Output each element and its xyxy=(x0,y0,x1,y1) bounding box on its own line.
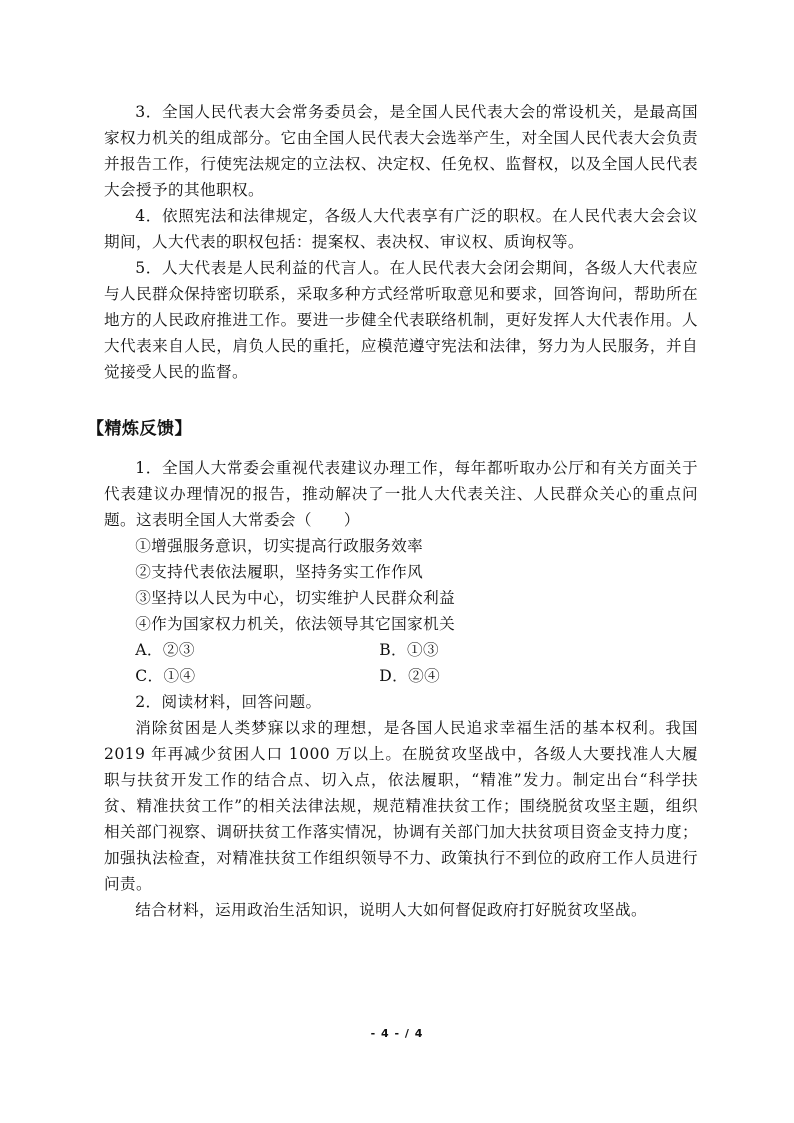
question-2-stem: 2．阅读材料，回答问题。 xyxy=(135,693,322,711)
choice-b: B．①③ xyxy=(379,641,440,659)
statement-3: ③坚持以人民为中心，切实维护人民群众利益 xyxy=(135,589,456,607)
statement-1: ①增强服务意识，切实提高行政服务效率 xyxy=(135,537,424,555)
page-number: - 4 - / 4 xyxy=(370,1027,424,1040)
document-body xyxy=(87,99,698,923)
question-2-material: 消除贫困是人类梦寐以求的理想，是各国人民追求幸福生活的基本权利。我国 2019 年再减少贫困人口 1000 万以上。在脱贫攻坚战中，各级人大要找准人大履职与扶贫开发工作的结合点、切入点，依法履职，“精准”发力。制定出台“科学扶贫、精准扶贫工作”的相关法律法规，规范精准扶贫工作；围绕脱贫攻坚主题，组织相关部门视察、调研扶贫工作落实情况，协调有关部门加大扶贫项目资金支持力度；加强执法检查，对精准扶贫工作组织领导不力、政策执行不到位的政府工作人员进行问责。 xyxy=(104,719,698,893)
question-2-prompt: 结合材料，运用政治生活知识，说明人大如何督促政府打好脱贫攻坚战。 xyxy=(135,901,647,919)
question-1-stem: 1．全国人大常委会重视代表建议办理工作，每年都听取办公厅和有关方面关于代表建议办理情况的报告，推动解决了一批人大代表关注、人民群众关心的重点问题。这表明全国人大常委会（ ） xyxy=(104,459,698,529)
question-1 xyxy=(104,455,698,689)
knowledge-point-3: 3．全国人民代表大会常务委员会，是全国人民代表大会的常设机关，是最高国家权力机关的组成部分。它由全国人民代表大会选举产生，对全国人民代表大会负责并报告工作，行使宪法规定的立法权、决定权、任免权、监督权，以及全国人民代表大会授予的其他职权。 xyxy=(104,103,698,199)
choice-c: C．①④ xyxy=(135,667,196,685)
question-2 xyxy=(104,689,698,923)
choice-row-ab xyxy=(104,637,698,663)
choice-d: D．②④ xyxy=(379,667,441,685)
knowledge-point-5: 5．人大代表是人民利益的代言人。在人民代表大会闭会期间，各级人大代表应与人民群众保持密切联系，采取多种方式经常听取意见和要求，回答询问，帮助所在地方的人民政府推进工作。要进一步健全代表联络机制，更好发挥人大代表作用。人大代表来自人民，肩负人民的重托，应模范遵守宪法和法律，努力为人民服务，并自觉接受人民的监督。 xyxy=(104,259,698,381)
choice-row-cd xyxy=(104,663,698,689)
statement-2: ②支持代表依法履职，坚持务实工作作风 xyxy=(135,563,424,581)
section-title: 【精炼反馈】 xyxy=(87,419,192,439)
choice-a: A．②③ xyxy=(135,641,195,659)
knowledge-point-4: 4．依照宪法和法律规定，各级人大代表享有广泛的职权。在人民代表大会会议期间，人大代表的职权包括：提案权、表决权、审议权、质询权等。 xyxy=(104,207,698,251)
statement-4: ④作为国家权力机关，依法领导其它国家机关 xyxy=(135,615,456,633)
